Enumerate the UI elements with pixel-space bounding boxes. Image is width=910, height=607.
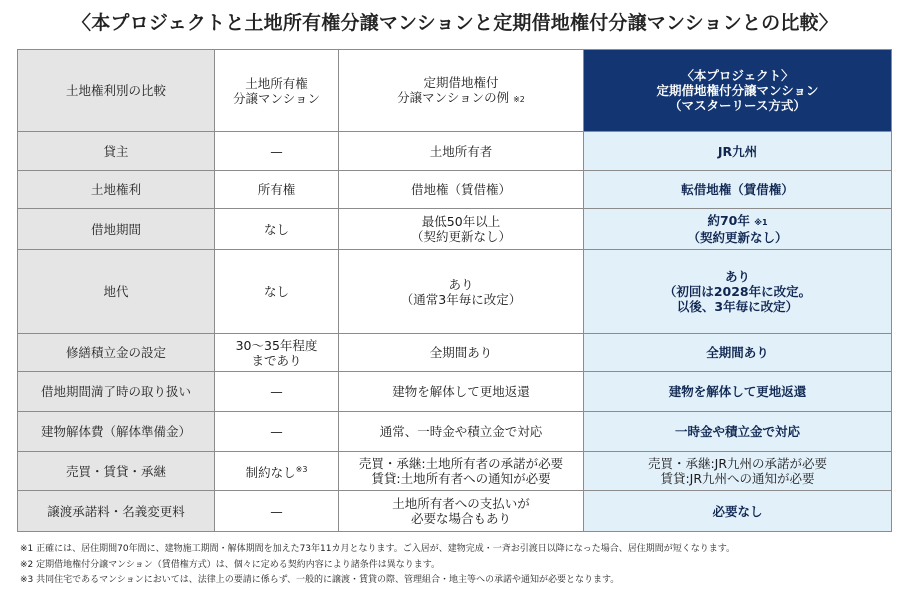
footnote: ※3 共同住宅であるマンションにおいては、法律上の要請に係らず、一般的に譲渡・賃貸の際、管理組合・地主等への承諾や通知が必要となります。 bbox=[20, 575, 620, 585]
cell-leasehold: あり （通常3年毎に改定） bbox=[339, 250, 584, 334]
table-row bbox=[18, 372, 892, 412]
row-label: 土地権利 bbox=[18, 171, 215, 209]
row-label: 貸主 bbox=[18, 132, 215, 171]
footnote-mark: ※2 bbox=[513, 94, 525, 104]
footnote: ※2 定期借地権付分譲マンション（賃借権方式）は、個々に定める契約内容により諸条件は異なります。 bbox=[20, 559, 441, 570]
cell-ownership: なし bbox=[215, 250, 339, 334]
footnote-mark: ※1 bbox=[754, 218, 768, 227]
cell-project: 転借地権（賃借権） bbox=[584, 171, 892, 209]
cell-ownership: 制約なし$^{※3}$ bbox=[215, 452, 339, 491]
cell-leasehold: 売買・承継:土地所有者の承諾が必要 賃貸:土地所有者への通知が必要 bbox=[339, 452, 584, 491]
cell-project: 売買・承継:JR九州の承諾が必要 賃貸:JR九州への通知が必要 bbox=[584, 452, 892, 491]
cell-leasehold: 通常、一時金や積立金で対応 bbox=[339, 412, 584, 452]
cell-project: 一時金や積立金で対応 bbox=[584, 412, 892, 452]
page-title: 〈本プロジェクトと土地所有権分譲マンションと定期借地権付分譲マンションとの比較〉 bbox=[72, 12, 838, 34]
cell-ownership: — bbox=[215, 412, 339, 452]
cell-project: 全期間あり bbox=[584, 334, 892, 372]
row-label: 修繕積立金の設定 bbox=[18, 334, 215, 372]
row-label: 建物解体費（解体準備金） bbox=[18, 412, 215, 452]
table-row bbox=[18, 491, 892, 532]
table-row bbox=[18, 412, 892, 452]
header-project-col: 〈本プロジェクト〉 定期借地権付分譲マンション （マスターリース方式） bbox=[584, 50, 892, 132]
row-label: 地代 bbox=[18, 250, 215, 334]
cell-leasehold: 借地権（賃借権） bbox=[339, 171, 584, 209]
table-row bbox=[18, 209, 892, 250]
cell-leasehold: 土地所有者への支払いが 必要な場合もあり bbox=[339, 491, 584, 532]
cell-ownership: 所有権 bbox=[215, 171, 339, 209]
cell-ownership: — bbox=[215, 132, 339, 171]
footnotes bbox=[20, 542, 735, 589]
row-label: 売買・賃貸・承継 bbox=[18, 452, 215, 491]
cell-leasehold: 最低50年以上 （契約更新なし） bbox=[339, 209, 584, 250]
row-label: 譲渡承諾料・名義変更料 bbox=[18, 491, 215, 532]
cell-ownership: なし bbox=[215, 209, 339, 250]
footnote-mark: ※3 bbox=[295, 464, 308, 474]
cell-ownership: 30〜35年程度 まであり bbox=[215, 334, 339, 372]
row-label: 借地期間 bbox=[18, 209, 215, 250]
cell-leasehold: 土地所有者 bbox=[339, 132, 584, 171]
cell-ownership: — bbox=[215, 491, 339, 532]
cell-leasehold: 全期間あり bbox=[339, 334, 584, 372]
cell-ownership: — bbox=[215, 372, 339, 412]
header-ownership-col: 土地所有権 分譲マンション bbox=[215, 50, 339, 132]
cell-project: あり （初回は2028年に改定。 以後、3年毎に改定） bbox=[584, 250, 892, 334]
row-label: 借地期間満了時の取り扱い bbox=[18, 372, 215, 412]
table-row bbox=[18, 171, 892, 209]
header-label-col: 土地権利別の比較 bbox=[18, 50, 215, 132]
cell-project: 建物を解体して更地返還 bbox=[584, 372, 892, 412]
comparison-table bbox=[17, 49, 892, 532]
cell-leasehold: 建物を解体して更地返還 bbox=[339, 372, 584, 412]
table-row bbox=[18, 334, 892, 372]
header-leasehold-col: 定期借地権付 分譲マンションの例 ※2 bbox=[339, 50, 584, 132]
cell-project: 約70年 ※1 （契約更新なし） bbox=[584, 209, 892, 250]
header-row bbox=[18, 50, 892, 132]
table-row bbox=[18, 452, 892, 491]
table-row bbox=[18, 132, 892, 171]
cell-project: 必要なし bbox=[584, 491, 892, 532]
cell-project: JR九州 bbox=[584, 132, 892, 171]
table-row bbox=[18, 250, 892, 334]
footnote: ※1 正確には、居住期間70年間に、建物施工期間・解体期間を加えた73年11カ月となります。ご入居が、建物完成・一斉お引渡日以降になった場合、居住期間が短くなります。 bbox=[20, 544, 736, 554]
